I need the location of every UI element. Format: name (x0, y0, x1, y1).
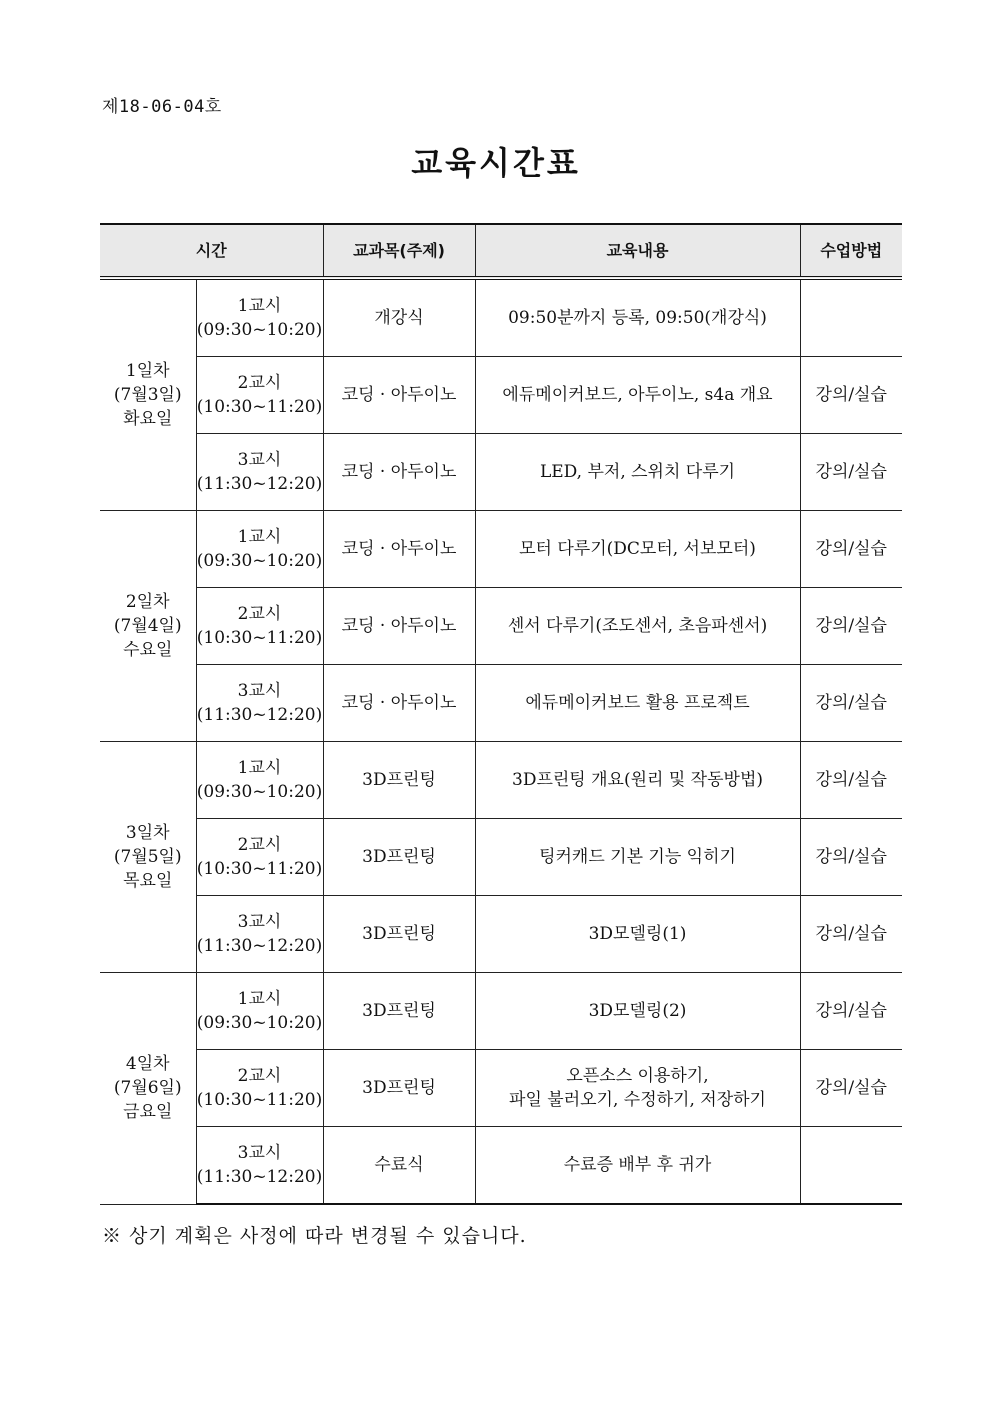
session-content-cell (475, 742, 800, 819)
session-time-cell (196, 819, 323, 896)
table-row (100, 1050, 902, 1127)
session-subject: 3D프린팅 (323, 1050, 475, 1127)
session-subject: 코딩 · 아두이노 (323, 588, 475, 665)
session-method: 강의/실습 (800, 973, 902, 1050)
session-content-cell (475, 434, 800, 511)
header-row (100, 224, 902, 278)
session-time: (10:30~11:20) (196, 859, 323, 879)
session-subject: 코딩 · 아두이노 (323, 511, 475, 588)
schedule-body (100, 278, 902, 1204)
session-subject: 수료식 (323, 1127, 475, 1205)
session-period: 2교시 (237, 835, 282, 855)
session-subject: 3D프린팅 (323, 819, 475, 896)
session-content-line: 09:50분까지 등록, 09:50(개강식) (508, 308, 767, 328)
session-time: (10:30~11:20) (196, 1090, 323, 1110)
session-method (800, 1127, 902, 1205)
session-content-cell (475, 511, 800, 588)
session-content-line: 3D프린팅 개요(원리 및 작동방법) (512, 770, 764, 790)
session-subject: 개강식 (323, 278, 475, 357)
session-period: 2교시 (237, 373, 282, 393)
day-label-line: 4일차 (125, 1054, 170, 1075)
session-method: 강의/실습 (800, 588, 902, 665)
session-time: (11:30~12:20) (196, 705, 323, 725)
session-time-cell (196, 896, 323, 973)
session-content-line: 팅커캐드 기본 기능 익히기 (539, 847, 736, 867)
session-content-line: 3D모델링(1) (588, 924, 687, 944)
day-label-line: 목요일 (123, 871, 173, 891)
session-time: (11:30~12:20) (196, 1167, 323, 1187)
day-label-line: 3일차 (125, 823, 170, 843)
day-label-line: 2일차 (125, 592, 170, 612)
day-label-line: 화요일 (123, 409, 173, 429)
session-period: 1교시 (237, 527, 282, 547)
document-title: 교육시간표 (411, 144, 581, 182)
day-label-line: (7월4일) (113, 616, 182, 636)
session-period: 1교시 (237, 296, 282, 316)
table-row (100, 973, 902, 1050)
session-content-line: 파일 불러오기, 수정하기, 저장하기 (509, 1090, 766, 1110)
session-period: 3교시 (237, 912, 282, 932)
day-label-cell (100, 973, 196, 1205)
day-label-cell (100, 742, 196, 973)
session-method: 강의/실습 (800, 665, 902, 742)
session-method: 강의/실습 (800, 1050, 902, 1127)
session-content-line: 에듀메이커보드 활용 프로젝트 (525, 693, 750, 713)
session-content-cell (475, 588, 800, 665)
table-row (100, 742, 902, 819)
session-method: 강의/실습 (800, 896, 902, 973)
table-row (100, 665, 902, 742)
session-time-cell (196, 278, 323, 357)
header-subject: 교과목(주제) (323, 224, 475, 278)
session-content-cell (475, 1127, 800, 1205)
session-time-cell (196, 742, 323, 819)
day-label-cell (100, 278, 196, 511)
day-label-line: 수요일 (123, 640, 173, 660)
day-label-line: 금요일 (123, 1102, 173, 1123)
session-time: (09:30~10:20) (196, 551, 323, 571)
document-number: 제18-06-04호 (102, 97, 222, 117)
session-content-line: 센서 다루기(조도센서, 초음파센서) (507, 616, 768, 636)
session-period: 1교시 (237, 758, 282, 778)
session-time-cell (196, 357, 323, 434)
session-time-cell (196, 434, 323, 511)
day-label-line: (7월6일) (113, 1078, 182, 1099)
session-subject: 코딩 · 아두이노 (323, 357, 475, 434)
session-time-cell (196, 973, 323, 1050)
session-content-line: 수료증 배부 후 귀가 (563, 1155, 712, 1175)
table-row (100, 1127, 902, 1205)
session-content-line: 오픈소스 이용하기, (566, 1066, 709, 1086)
header-method: 수업방법 (800, 224, 902, 278)
session-time-cell (196, 511, 323, 588)
session-period: 3교시 (237, 1143, 282, 1163)
table-row (100, 819, 902, 896)
session-period: 1교시 (237, 989, 282, 1009)
session-subject: 코딩 · 아두이노 (323, 665, 475, 742)
session-subject: 코딩 · 아두이노 (323, 434, 475, 511)
session-time-cell (196, 665, 323, 742)
session-time: (09:30~10:20) (196, 320, 323, 340)
session-time: (09:30~10:20) (196, 782, 323, 802)
session-time-cell (196, 588, 323, 665)
table-row (100, 511, 902, 588)
session-time-cell (196, 1050, 323, 1127)
table-row (100, 434, 902, 511)
table-row (100, 588, 902, 665)
session-time: (10:30~11:20) (196, 628, 323, 648)
session-content-line: LED, 부저, 스위치 다루기 (539, 462, 736, 482)
session-content-cell (475, 819, 800, 896)
session-period: 3교시 (237, 450, 282, 470)
day-label-line: (7월3일) (113, 385, 182, 405)
table-row (100, 357, 902, 434)
session-content-cell (475, 1050, 800, 1127)
schedule-table (100, 223, 902, 1205)
day-label-cell (100, 511, 196, 742)
session-method: 강의/실습 (800, 819, 902, 896)
session-method (800, 278, 902, 357)
session-content-line: 3D모델링(2) (588, 1001, 687, 1021)
session-time: (11:30~12:20) (196, 474, 323, 494)
session-content-cell (475, 357, 800, 434)
header-content: 교육내용 (475, 224, 800, 278)
table-row (100, 896, 902, 973)
session-subject: 3D프린팅 (323, 742, 475, 819)
day-label-line: (7월5일) (113, 847, 182, 867)
session-method: 강의/실습 (800, 434, 902, 511)
session-method: 강의/실습 (800, 742, 902, 819)
session-period: 2교시 (237, 1066, 282, 1086)
session-content-line: 에듀메이커보드, 아두이노, s4a 개요 (502, 385, 773, 405)
session-content-cell (475, 665, 800, 742)
session-method: 강의/실습 (800, 511, 902, 588)
table-row (100, 278, 902, 357)
session-period: 3교시 (237, 681, 282, 701)
session-time: (11:30~12:20) (196, 936, 323, 956)
session-time: (10:30~11:20) (196, 397, 323, 417)
session-time-cell (196, 1127, 323, 1205)
session-content-cell (475, 973, 800, 1050)
session-method: 강의/실습 (800, 357, 902, 434)
session-subject: 3D프린팅 (323, 896, 475, 973)
day-label-line: 1일차 (125, 361, 170, 381)
footnote: ※ 상기 계획은 사정에 따라 변경될 수 있습니다. (102, 1225, 527, 1247)
session-time: (09:30~10:20) (196, 1013, 323, 1033)
session-content-cell (475, 896, 800, 973)
session-content-line: 모터 다루기(DC모터, 서보모터) (519, 539, 756, 559)
session-period: 2교시 (237, 604, 282, 624)
session-content-cell (475, 278, 800, 357)
header-time: 시간 (100, 224, 323, 278)
session-subject: 3D프린팅 (323, 973, 475, 1050)
